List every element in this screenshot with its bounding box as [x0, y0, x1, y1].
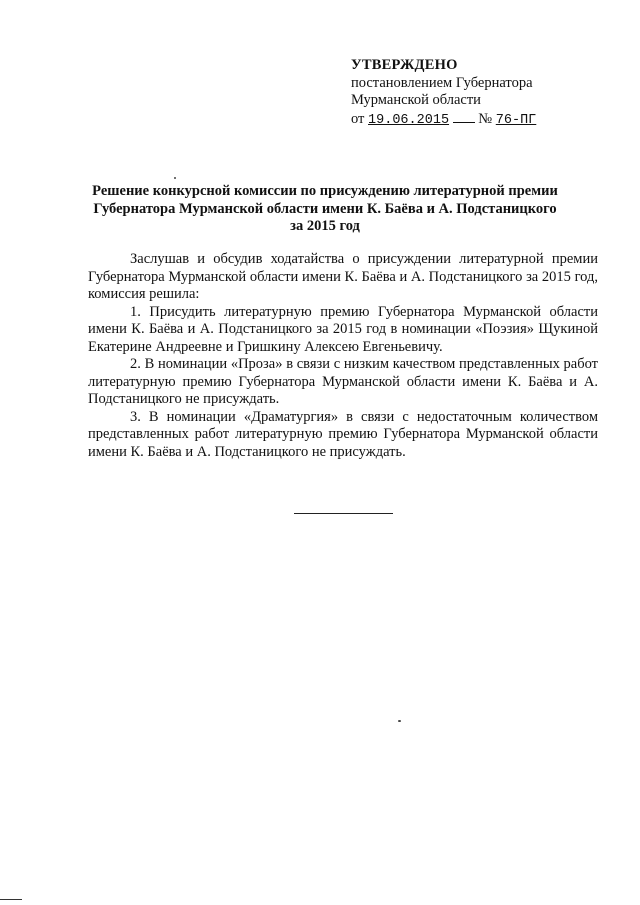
document-body — [88, 251, 598, 461]
approval-number-prefix: № — [478, 110, 493, 127]
body-item-2: 2. В номинации «Проза» в связи с низким качеством представленных работ литературную премию Губернатора Мурманской области имени К. Баёва и А. Подстаницкого не присуждать. — [88, 356, 598, 407]
approval-date-line — [351, 110, 536, 130]
approval-date: 19.06.2015 — [368, 112, 450, 128]
approval-heading: УТВЕРЖДЕНО — [351, 57, 458, 73]
scan-speck-lower — [398, 720, 401, 722]
body-intro-paragraph: Заслушав и обсудив ходатайства о присуждении литературной премии Губернатора Мурманской области имени К. Баёва и А. Подстаницкого за 2015 год, комиссия решила: — [88, 251, 598, 302]
scan-speck — [174, 177, 176, 179]
body-item-3: 3. В номинации «Драматургия» в связи с недостаточным количеством представленных работ литературную премию Губернатора Мурманской области имени К. Баёва и А. Подстаницкого не присуждать. — [88, 408, 598, 460]
document-title — [60, 183, 590, 236]
document-title-line-2: Губернатора Мурманской области имени К. Баёва и А. Подстаницкого — [93, 200, 557, 217]
document-title-line-1: Решение конкурсной комиссии по присуждению литературной премии — [92, 183, 558, 199]
end-divider-line — [294, 513, 393, 514]
approval-stamp-block — [351, 57, 536, 129]
approval-line-region: Мурманской области — [351, 92, 481, 108]
scan-edge-mark — [0, 899, 22, 900]
approval-date-underline — [453, 110, 475, 123]
approval-number: 76-ПГ — [495, 112, 537, 128]
approval-date-prefix: от — [351, 110, 365, 127]
body-item-1: 1. Присудить литературную премию Губернатора Мурманской области имени К. Баёва и А. Подстаницкого за 2015 год в номинации «Поэзия» Щукиной Екатерине Андреевне и Гришкину Алексею Евгеньевичу. — [88, 303, 598, 355]
approval-line-decree: постановлением Губернатора — [351, 74, 533, 91]
document-title-line-3: за 2015 год — [290, 218, 360, 234]
